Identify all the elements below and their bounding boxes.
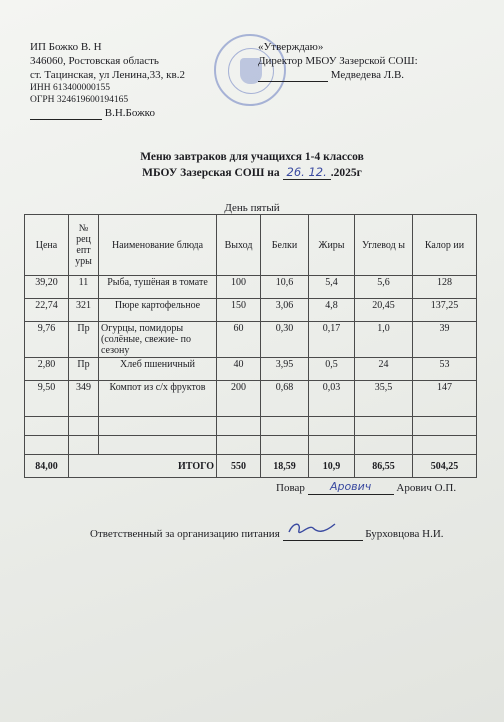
cell-empty: [217, 436, 261, 455]
cell-fats: 0,03: [309, 381, 355, 417]
total-proteins: 18,59: [261, 455, 309, 478]
cell-recipe: Пр: [69, 358, 99, 381]
issuer-signature-name: В.Н.Божко: [104, 107, 155, 119]
cell-output: 200: [217, 381, 261, 417]
approval-signature-line: [258, 81, 328, 82]
cell-dish: Хлеб пшеничный: [99, 358, 217, 381]
total-output: 550: [217, 455, 261, 478]
issuer-name: ИП Божко В. Н: [30, 41, 102, 53]
cell-price: 2,80: [25, 358, 69, 381]
table-row-empty: [25, 436, 477, 455]
cell-output: 100: [217, 276, 261, 299]
approval-block: [258, 40, 418, 82]
cell-empty: [309, 436, 355, 455]
approval-heading: «Утверждаю»: [258, 41, 324, 53]
cell-empty: [309, 417, 355, 436]
cell-empty: [413, 417, 477, 436]
cell-carbs: 24: [355, 358, 413, 381]
cell-empty: [355, 436, 413, 455]
cell-calories: 137,25: [413, 299, 477, 322]
cell-fats: 0,5: [309, 358, 355, 381]
col-proteins-header: Белки: [261, 215, 309, 276]
responsible-name: Бурховцова Н.И.: [365, 528, 444, 540]
col-carbs-header: Углевод ы: [355, 215, 413, 276]
table-row: [25, 276, 477, 299]
cell-empty: [413, 436, 477, 455]
cook-label: Повар: [276, 482, 305, 494]
cell-empty: [99, 417, 217, 436]
cell-empty: [355, 417, 413, 436]
cell-price: 9,50: [25, 381, 69, 417]
cell-calories: 128: [413, 276, 477, 299]
cell-output: 150: [217, 299, 261, 322]
cell-proteins: 0,68: [261, 381, 309, 417]
cell-proteins: 3,06: [261, 299, 309, 322]
total-calories: 504,25: [413, 455, 477, 478]
cell-recipe: 349: [69, 381, 99, 417]
col-calories-header: Калор ии: [413, 215, 477, 276]
issuer-ogrn: ОГРН 324619600194165: [30, 95, 129, 105]
issuer-postcode-region: 346060, Ростовская область: [30, 55, 159, 67]
cell-proteins: 0,30: [261, 322, 309, 358]
col-recipe-header: № рец епт уры: [69, 215, 99, 276]
menu-title-line1: Меню завтраков для учащихся 1-4 классов: [140, 151, 364, 163]
table-header-row: [25, 215, 477, 276]
responsible-label: Ответственный за организацию питания: [90, 528, 280, 540]
cell-proteins: 3,95: [261, 358, 309, 381]
total-label: ИТОГО: [69, 455, 217, 478]
col-dish-header: Наименование блюда: [99, 215, 217, 276]
cell-recipe: 11: [69, 276, 99, 299]
cell-empty: [261, 436, 309, 455]
cell-calories: 53: [413, 358, 477, 381]
cell-carbs: 5,6: [355, 276, 413, 299]
cell-carbs: 20,45: [355, 299, 413, 322]
table-row: [25, 322, 477, 358]
responsible-signature-row: [90, 520, 444, 541]
cell-empty: [69, 417, 99, 436]
day-label: День пятый: [224, 202, 280, 214]
cell-price: 22,74: [25, 299, 69, 322]
approval-signature-name: Медведева Л.В.: [330, 69, 405, 81]
cell-output: 60: [217, 322, 261, 358]
cell-dish: Пюре картофельное: [99, 299, 217, 322]
issuer-block: [30, 40, 185, 120]
cell-empty: [99, 436, 217, 455]
cell-dish: Компот из с/х фруктов: [99, 381, 217, 417]
cell-empty: [261, 417, 309, 436]
table-total-row: [25, 455, 477, 478]
cell-carbs: 35,5: [355, 381, 413, 417]
cell-calories: 147: [413, 381, 477, 417]
menu-title-school: МБОУ Зазерская СОШ на: [142, 167, 280, 179]
cell-fats: 0,17: [309, 322, 355, 358]
responsible-signature-line: [283, 520, 363, 541]
total-price: 84,00: [25, 455, 69, 478]
cell-fats: 4,8: [309, 299, 355, 322]
menu-table: [24, 214, 477, 478]
responsible-signature-scribble: [283, 520, 343, 536]
issuer-inn: ИНН 613400000155: [30, 83, 110, 93]
cell-price: 9,76: [25, 322, 69, 358]
table-row: [25, 299, 477, 322]
cell-fats: 5,4: [309, 276, 355, 299]
cell-calories: 39: [413, 322, 477, 358]
total-carbs: 86,55: [355, 455, 413, 478]
issuer-signature-line: [30, 119, 102, 120]
cook-signature-row: [276, 480, 456, 495]
issuer-signature-row: [30, 106, 185, 120]
approval-signature-row: [258, 68, 418, 82]
table-row: [25, 358, 477, 381]
cell-empty: [25, 436, 69, 455]
cell-empty: [217, 417, 261, 436]
cell-recipe: 321: [69, 299, 99, 322]
cook-handwritten-signature: Арович: [329, 480, 372, 493]
approval-position: Директор МБОУ Зазерской СОШ:: [258, 55, 418, 67]
table-row: [25, 381, 477, 417]
col-price-header: Цена: [25, 215, 69, 276]
table-row-empty: [25, 417, 477, 436]
menu-title-year: .2025г: [330, 167, 362, 179]
cell-output: 40: [217, 358, 261, 381]
cell-recipe: Пр: [69, 322, 99, 358]
cell-price: 39,20: [25, 276, 69, 299]
menu-title-line2: [0, 165, 504, 180]
issuer-address: ст. Тацинская, ул Ленина,33, кв.2: [30, 69, 185, 81]
cell-carbs: 1,0: [355, 322, 413, 358]
menu-date: 26. 12.: [283, 165, 331, 180]
total-fats: 10,9: [309, 455, 355, 478]
cell-empty: [25, 417, 69, 436]
cell-dish: Рыба, тушёная в томате: [99, 276, 217, 299]
cell-proteins: 10,6: [261, 276, 309, 299]
col-fats-header: Жиры: [309, 215, 355, 276]
cook-name: Арович О.П.: [396, 482, 457, 494]
cell-dish: Огурцы, помидоры (солёные, свежие- по сезону: [99, 322, 217, 358]
col-output-header: Выход: [217, 215, 261, 276]
cook-signature-line: [308, 480, 394, 495]
cell-empty: [69, 436, 99, 455]
